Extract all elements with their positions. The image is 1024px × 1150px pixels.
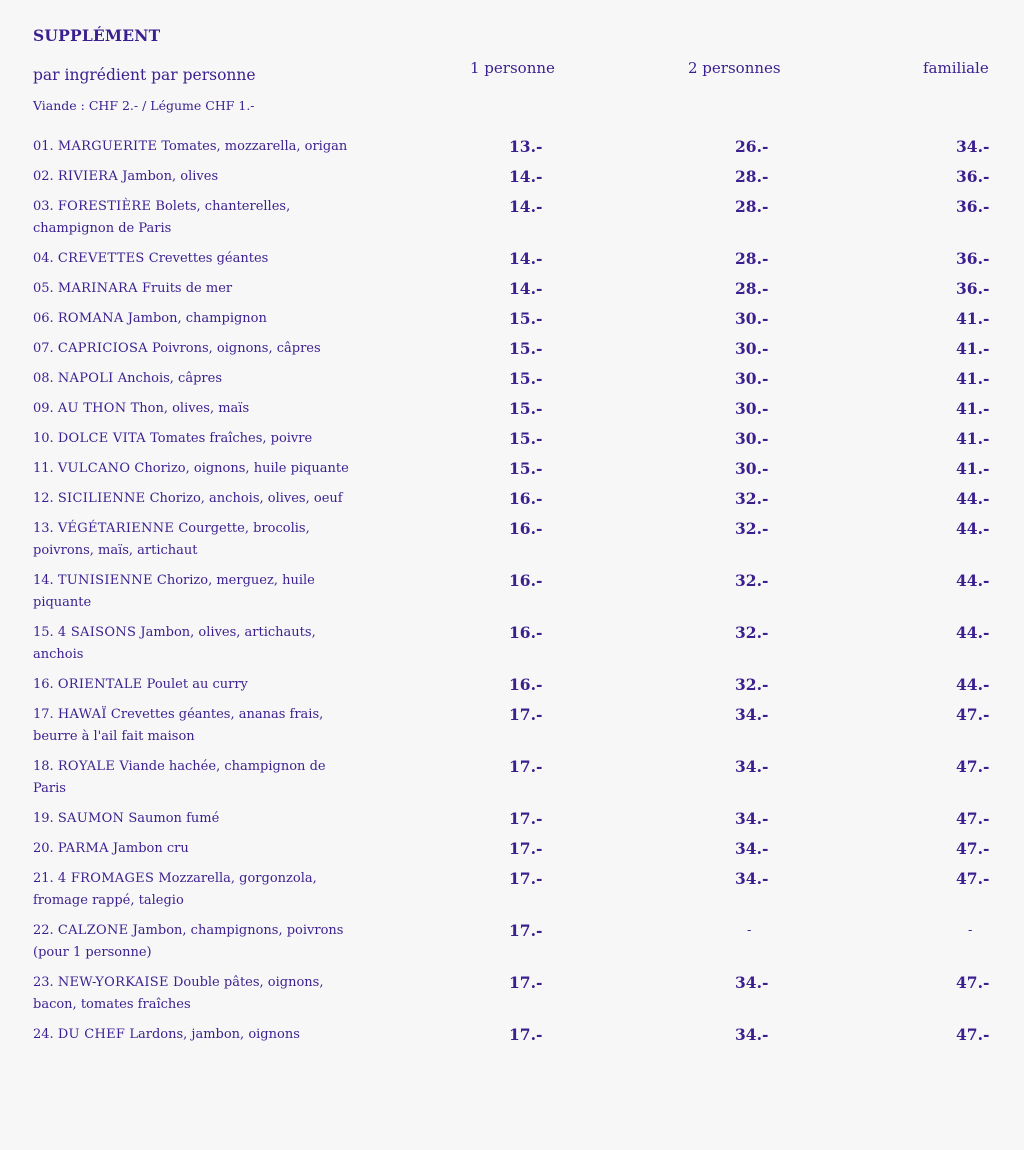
pizza-description xyxy=(33,972,353,1016)
price-family: 47.- xyxy=(956,705,990,724)
pizza-number: 21. xyxy=(33,871,54,886)
price-two-persons: 30.- xyxy=(735,369,769,388)
price-family: 47.- xyxy=(956,839,990,858)
pizza-description xyxy=(33,488,353,510)
pizza-ingredients: Mozzarella, gorgonzola, fromage rappé, talegio xyxy=(33,871,317,908)
price-one-person: 14.- xyxy=(509,279,543,298)
pizza-name: PARMA xyxy=(57,841,109,856)
pizza-ingredients: Tomates, mozzarella, origan xyxy=(161,139,348,154)
pizza-description xyxy=(33,248,353,270)
price-family: 41.- xyxy=(956,339,990,358)
column-header-two-persons: 2 personnes xyxy=(688,59,781,77)
menu-row xyxy=(33,868,993,920)
price-two-persons: 32.- xyxy=(735,571,769,590)
pizza-description xyxy=(33,196,353,240)
column-header-one-person: 1 personne xyxy=(470,59,555,77)
price-one-person: 14.- xyxy=(509,167,543,186)
pizza-number: 09. xyxy=(33,401,54,416)
pizza-name: ROMANA xyxy=(57,311,124,326)
pizza-ingredients: Crevettes géantes, ananas frais, beurre à l'ail fait maison xyxy=(33,707,324,744)
price-one-person: 17.- xyxy=(509,757,543,776)
price-one-person: 17.- xyxy=(509,705,543,724)
pizza-description xyxy=(33,570,353,614)
pizza-number: 14. xyxy=(33,573,54,588)
pizza-name: RIVIERA xyxy=(57,169,119,184)
menu-row xyxy=(33,368,993,398)
price-two-persons: 30.- xyxy=(735,429,769,448)
price-family: 47.- xyxy=(956,869,990,888)
price-two-persons: 34.- xyxy=(735,1025,769,1044)
pizza-name: SICILIENNE xyxy=(57,491,146,506)
price-two-persons: 28.- xyxy=(735,279,769,298)
supplement-price-note: Viande : CHF 2.- / Légume CHF 1.- xyxy=(33,98,255,113)
menu-row xyxy=(33,488,993,518)
pizza-ingredients: Thon, olives, maïs xyxy=(130,401,250,416)
pizza-number: 15. xyxy=(33,625,54,640)
menu-row xyxy=(33,398,993,428)
pizza-description xyxy=(33,868,353,912)
price-two-persons: 34.- xyxy=(735,869,769,888)
menu-row xyxy=(33,838,993,868)
pizza-name: NEW-YORKAISE xyxy=(57,975,169,990)
pizza-ingredients: Double pâtes, oignons, bacon, tomates fraîches xyxy=(33,975,324,1012)
pizza-number: 06. xyxy=(33,311,54,326)
pizza-name: DU CHEF xyxy=(57,1027,126,1042)
pizza-name: CALZONE xyxy=(57,923,129,938)
price-two-persons: 28.- xyxy=(735,249,769,268)
price-one-person: 16.- xyxy=(509,571,543,590)
pizza-description xyxy=(33,368,353,390)
price-two-persons: 32.- xyxy=(735,623,769,642)
price-one-person: 13.- xyxy=(509,137,543,156)
pizza-number: 17. xyxy=(33,707,54,722)
price-two-persons: 34.- xyxy=(735,809,769,828)
pizza-name: HAWAÏ xyxy=(57,707,107,722)
supplement-title: SUPPLÉMENT xyxy=(33,26,161,45)
pizza-number: 05. xyxy=(33,281,54,296)
pizza-ingredients: Jambon, olives xyxy=(122,169,219,184)
pizza-name: ROYALE xyxy=(57,759,116,774)
pizza-name: NAPOLI xyxy=(57,371,114,386)
price-two-persons: 30.- xyxy=(735,309,769,328)
pizza-ingredients: Viande hachée, champignon de Paris xyxy=(33,759,326,796)
pizza-ingredients: Jambon, champignons, poivrons (pour 1 personne) xyxy=(33,923,344,960)
price-one-person: 17.- xyxy=(509,921,543,940)
pizza-number: 12. xyxy=(33,491,54,506)
price-one-person: 14.- xyxy=(509,197,543,216)
pizza-ingredients: Jambon, olives, artichauts, anchois xyxy=(33,625,316,662)
price-two-persons: 32.- xyxy=(735,489,769,508)
price-one-person: 15.- xyxy=(509,339,543,358)
price-family: 44.- xyxy=(956,675,990,694)
pizza-name: CAPRICIOSA xyxy=(57,341,148,356)
pizza-number: 16. xyxy=(33,677,54,692)
pizza-number: 04. xyxy=(33,251,54,266)
menu-row xyxy=(33,756,993,808)
pizza-name: 4 SAISONS xyxy=(57,625,137,640)
pizza-ingredients: Tomates fraîches, poivre xyxy=(150,431,313,446)
price-one-person: 16.- xyxy=(509,623,543,642)
price-one-person: 15.- xyxy=(509,429,543,448)
price-one-person: 16.- xyxy=(509,675,543,694)
pizza-number: 24. xyxy=(33,1027,54,1042)
pizza-ingredients: Jambon cru xyxy=(112,841,189,856)
price-two-persons: 34.- xyxy=(735,705,769,724)
menu-row xyxy=(33,166,993,196)
menu-row xyxy=(33,920,993,972)
pizza-number: 18. xyxy=(33,759,54,774)
price-family: 44.- xyxy=(956,489,990,508)
pizza-number: 22. xyxy=(33,923,54,938)
price-two-persons: 30.- xyxy=(735,459,769,478)
header-row xyxy=(33,59,993,102)
pizza-description xyxy=(33,838,353,860)
price-one-person: 14.- xyxy=(509,249,543,268)
pizza-description xyxy=(33,398,353,420)
pizza-number: 01. xyxy=(33,139,54,154)
menu-row xyxy=(33,570,993,622)
pizza-ingredients: Chorizo, oignons, huile piquante xyxy=(134,461,349,476)
price-one-person: 17.- xyxy=(509,973,543,992)
pizza-name: MARGUERITE xyxy=(57,139,158,154)
price-one-person: 16.- xyxy=(509,489,543,508)
menu-row xyxy=(33,308,993,338)
pizza-name: SAUMON xyxy=(57,811,125,826)
price-two-persons: 34.- xyxy=(735,839,769,858)
menu-row xyxy=(33,428,993,458)
pizza-ingredients: Lardons, jambon, oignons xyxy=(129,1027,300,1042)
price-two-persons: 30.- xyxy=(735,399,769,418)
price-one-person: 16.- xyxy=(509,519,543,538)
pizza-description xyxy=(33,808,353,830)
pizza-description xyxy=(33,458,353,480)
price-family: 36.- xyxy=(956,197,990,216)
column-header-family: familiale xyxy=(923,59,989,77)
menu-row xyxy=(33,248,993,278)
price-one-person: 15.- xyxy=(509,459,543,478)
price-two-persons: 28.- xyxy=(735,197,769,216)
pizza-description xyxy=(33,756,353,800)
menu-row xyxy=(33,972,993,1024)
pizza-ingredients: Fruits de mer xyxy=(141,281,233,296)
pizza-ingredients: Crevettes géantes xyxy=(148,251,269,266)
pizza-description xyxy=(33,166,353,188)
price-family: 44.- xyxy=(956,623,990,642)
pizza-ingredients: Bolets, chanterelles, champignon de Paris xyxy=(33,199,291,236)
pizza-number: 10. xyxy=(33,431,54,446)
pizza-ingredients: Chorizo, anchois, olives, oeuf xyxy=(149,491,343,506)
price-family: 44.- xyxy=(956,519,990,538)
pizza-name: FORESTIÈRE xyxy=(57,199,152,214)
pizza-number: 13. xyxy=(33,521,54,536)
pizza-description xyxy=(33,308,353,330)
price-family: 44.- xyxy=(956,571,990,590)
pizza-number: 02. xyxy=(33,169,54,184)
price-two-persons: 28.- xyxy=(735,167,769,186)
menu-row xyxy=(33,278,993,308)
pizza-name: ORIENTALE xyxy=(57,677,143,692)
pizza-description xyxy=(33,518,353,562)
menu-row xyxy=(33,338,993,368)
price-family: 41.- xyxy=(956,309,990,328)
supplement-subtitle: par ingrédient par personne xyxy=(33,66,256,84)
pizza-number: 07. xyxy=(33,341,54,356)
pizza-description xyxy=(33,1024,353,1046)
pizza-description xyxy=(33,338,353,360)
price-one-person: 17.- xyxy=(509,809,543,828)
price-one-person: 17.- xyxy=(509,869,543,888)
price-family: 47.- xyxy=(956,809,990,828)
price-family: 41.- xyxy=(956,459,990,478)
pizza-ingredients: Courgette, brocolis, poivrons, maïs, artichaut xyxy=(33,521,310,558)
pizza-ingredients: Saumon fumé xyxy=(128,811,220,826)
pizza-description xyxy=(33,428,353,450)
price-family: 34.- xyxy=(956,137,990,156)
price-two-persons: 34.- xyxy=(735,757,769,776)
pizza-number: 11. xyxy=(33,461,54,476)
pizza-number: 08. xyxy=(33,371,54,386)
menu-row xyxy=(33,674,993,704)
menu-row xyxy=(33,622,993,674)
price-family: 47.- xyxy=(956,1025,990,1044)
price-one-person: 15.- xyxy=(509,309,543,328)
price-family: - xyxy=(968,923,973,938)
pizza-description xyxy=(33,674,353,696)
price-family: 36.- xyxy=(956,249,990,268)
pizza-number: 23. xyxy=(33,975,54,990)
pizza-name: CREVETTES xyxy=(57,251,145,266)
menu-row xyxy=(33,518,993,570)
price-family: 41.- xyxy=(956,399,990,418)
pizza-menu-list xyxy=(33,136,993,1054)
price-family: 41.- xyxy=(956,429,990,448)
pizza-name: MARINARA xyxy=(57,281,138,296)
pizza-name: TUNISIENNE xyxy=(57,573,153,588)
price-two-persons: 32.- xyxy=(735,675,769,694)
menu-row xyxy=(33,1024,993,1054)
price-two-persons: 34.- xyxy=(735,973,769,992)
price-family: 41.- xyxy=(956,369,990,388)
price-family: 36.- xyxy=(956,167,990,186)
menu-row xyxy=(33,458,993,488)
menu-row xyxy=(33,136,993,166)
pizza-name: VULCANO xyxy=(57,461,131,476)
pizza-number: 19. xyxy=(33,811,54,826)
price-one-person: 17.- xyxy=(509,1025,543,1044)
menu-row xyxy=(33,808,993,838)
pizza-name: VÉGÉTARIENNE xyxy=(57,521,175,536)
pizza-name: DOLCE VITA xyxy=(57,431,146,446)
pizza-ingredients: Poulet au curry xyxy=(146,677,248,692)
price-two-persons: 30.- xyxy=(735,339,769,358)
price-family: 47.- xyxy=(956,973,990,992)
pizza-description xyxy=(33,622,353,666)
pizza-description xyxy=(33,136,353,158)
price-one-person: 17.- xyxy=(509,839,543,858)
pizza-ingredients: Chorizo, merguez, huile piquante xyxy=(33,573,315,610)
price-family: 47.- xyxy=(956,757,990,776)
price-two-persons: 32.- xyxy=(735,519,769,538)
pizza-description xyxy=(33,278,353,300)
menu-row xyxy=(33,704,993,756)
pizza-description xyxy=(33,920,353,964)
price-family: 36.- xyxy=(956,279,990,298)
pizza-number: 20. xyxy=(33,841,54,856)
price-two-persons: 26.- xyxy=(735,137,769,156)
price-one-person: 15.- xyxy=(509,369,543,388)
pizza-number: 03. xyxy=(33,199,54,214)
price-two-persons: - xyxy=(747,923,752,938)
pizza-ingredients: Anchois, câpres xyxy=(117,371,222,386)
price-one-person: 15.- xyxy=(509,399,543,418)
pizza-ingredients: Jambon, champignon xyxy=(127,311,267,326)
pizza-name: AU THON xyxy=(57,401,127,416)
pizza-name: 4 FROMAGES xyxy=(57,871,155,886)
pizza-ingredients: Poivrons, oignons, câpres xyxy=(152,341,321,356)
menu-row xyxy=(33,196,993,248)
pizza-description xyxy=(33,704,353,748)
menu-page xyxy=(33,26,993,1054)
